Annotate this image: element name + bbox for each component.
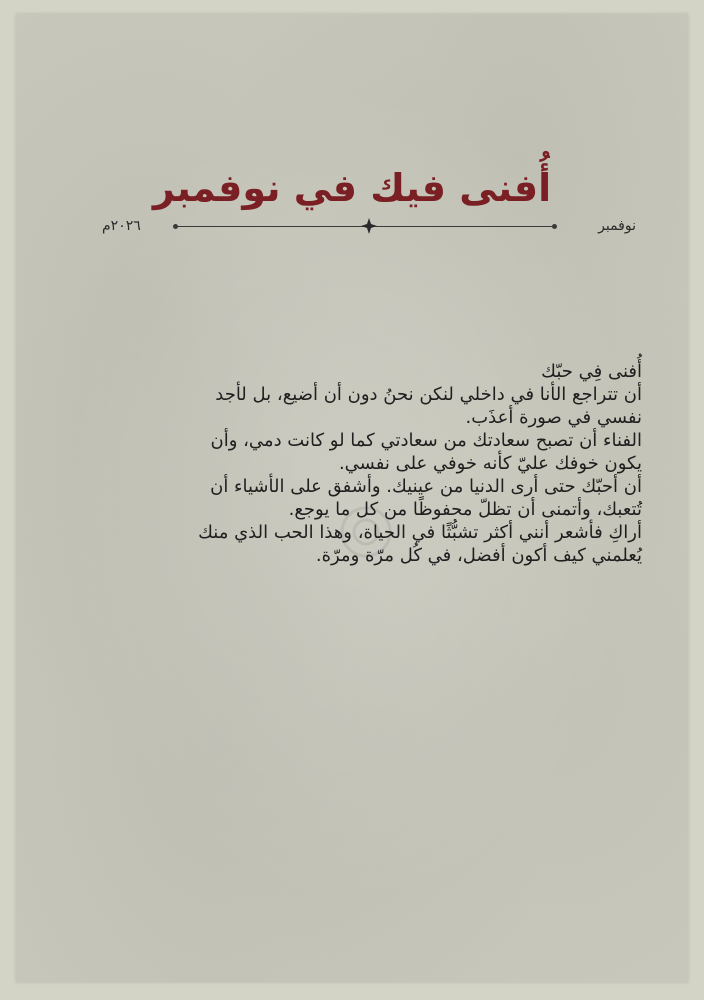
poem-line: أن تتراجع الأنا في داخلي لنكن نحنُ دون أن أضيع، بل لأجد <box>215 384 642 405</box>
poem-line: تُتعبك، وأتمنى أن تظلّ محفوظًا من كل ما يوجع. <box>288 499 642 520</box>
diamond-ornament-icon <box>361 218 377 234</box>
poem-body <box>114 360 642 567</box>
poem-line: نفسي في صورة أعذَب. <box>465 407 642 428</box>
poem-line: أُفنى فِي حبّك <box>541 361 642 382</box>
paper-page <box>16 14 688 982</box>
poem-line: يكون خوفك عليّ كأنه خوفي على نفسي. <box>338 453 642 474</box>
divider-end-dot <box>173 224 178 229</box>
poem-line: الفناء أن تصبح سعادتك من سعادتي كما لو كانت دمي، وأن <box>210 430 642 451</box>
page-title: أُفنى فيك في نوفمبر <box>152 166 552 210</box>
poem-line: أن أحبّك حتى أرى الدنيا من عينيك. وأشفق على الأشياء أن <box>210 476 642 497</box>
poem-line: يُعلمني كيف أكون أفضل، في كُل مرّة ومرّة. <box>315 545 642 566</box>
poem-line: أراكِ فأشعر أنني أكثر تشبُّثًا في الحياة، وهذا الحب الذي منك <box>198 522 642 543</box>
month-label: نوفمبر <box>598 218 636 234</box>
date-label: ٢٠٢٦م <box>102 218 141 234</box>
